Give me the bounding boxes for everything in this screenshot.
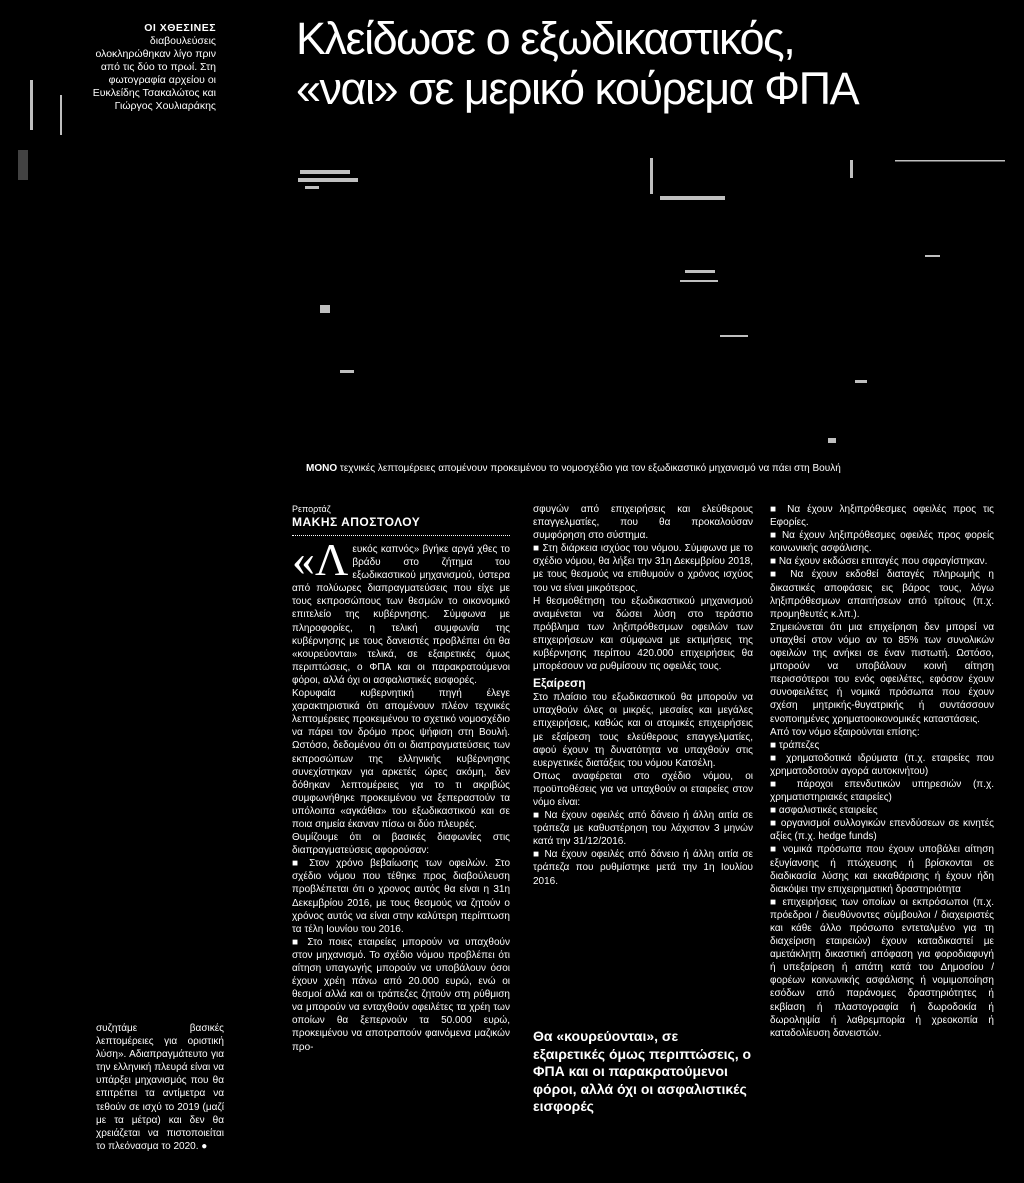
column-4 [770,503,994,1040]
bullet-item: ■ Να έχουν ληξιπρόθεσμες οφειλές προς φορείς κοινωνικής ασφάλισης. [770,529,994,555]
headline-line-1: Κλείδωσε ο εξωδικαστικός, [296,13,795,64]
column-3 [533,503,753,888]
sub-caption-text: τεχνικές λεπτομέρειες απομένουν προκειμένου το νομοσχέδιο για τον εξωδικαστικό μηχανισμό να πάει στη Βουλή [339,463,841,474]
dropcap: «Λ [292,534,349,585]
bullet-item: ■ νομικά πρόσωπα που έχουν υποβάλει αίτηση εξυγίανσης ή πτώχευσης ή βρίσκονται σε διαδικασία λύσης και εκκαθάρισης ή έχουν ήδη διακόψει την επιχειρηματική δραστηριότητα [770,843,994,895]
photo-caption [92,22,216,113]
sub-caption-lead: ΜΟΝΟ [306,463,338,474]
kicker: Ρεπορτάζ [292,504,331,514]
bullet-item: ■ Να έχουν εκδώσει επιταγές που σφραγίστηκαν. [770,555,994,568]
bullet-item: ■ πάροχοι επενδυτικών υπηρεσιών (π.χ. χρηματιστηριακές εταιρείες) [770,778,994,804]
bullet-item: ■ Να έχουν οφειλές από δάνειο ή άλλη αιτία σε τράπεζα που ρυθμίστηκε μετά την 1η Ιουλίου 2016. [533,848,753,887]
lead-text: ευκός καπνός» βγήκε αργά χθες το βράδυ στο ζήτημα του εξωδικαστικού μηχανισμού, ύστερα από πολύωρες διαπραγματεύσεις που είχε με τους εκπροσώπους των θεσμών το οικονομικό επιτελείο της κυβέρνησης. Σύμφωνα με πληροφορίες, η τελική συμφωνία της κυβέρνησης με τους δανειστές προβλέπει ότι θα «κουρεύονται» τελικά, σε εξαιρετικές όμως περιπτώσεις, ο ΦΠΑ και οι παρακρατούμενοι φόροι, αλλά όχι οι ασφαλιστικές εισφορές. [292,544,510,686]
headline [296,14,1006,114]
paragraph: Από τον νόμο εξαιρούνται επίσης: [770,726,920,738]
column-2 [292,503,510,1054]
paragraph: Οπως αναφέρεται στο σχέδιο νόμου, οι προϋποθέσεις για να υπαχθούν οι εταιρείες στον νόμο είναι: [533,770,753,808]
bullet-item: ■ επιχειρήσεις των οποίων οι εκπρόσωποι (π.χ. πρόεδροι / διευθύνοντες σύμβουλοι / διαχειριστές και κάθε άλλο πρόσωπο εντεταλμένο για τη διαχείριση εταιρειών) έχουν καταδικαστεί με αμετάκλητη δικαστική απόφαση για φοροδιαφυγή ή υπεξαίρεση ή απάτη κατά του Δημοσίου / φορέων κοινωνικής ασφάλισης ή νομιμοποίηση εσόδων από παράνομες δραστηριότητες ή εκβίαση ή πλαστογραφία ή δωροδοκία ή δωροληψία ή λαθρεμπορία ή χρεοκοπία ή καταδολίευση δανειστών. [770,896,994,1040]
column-1-text: συζητάμε βασικές λεπτομέρειες για οριστική λύση». Αδιαπραγμάτευτο για την ελληνική πλευρά είναι να υπάρξει μηχανισμός που θα επιτρέπει τα αντίμετρα να τεθούν σε ισχύ το 2019 (μαζί με τα μέτρα) και δεν θα χρειάζεται να πιστοποιείται το πλεόνασμα το 2020. ● [96,1022,224,1153]
headline-line-2: «ναι» σε μερικό κούρεμα ΦΠΑ [296,63,859,114]
photo-caption-title: ΟΙ ΧΘΕΣΙΝΕΣ [144,22,216,34]
bullet-item: ■ χρηματοδοτικά ιδρύματα (π.χ. εταιρείες που χρηματοδοτούν αγορά αυτοκινήτου) [770,752,994,778]
bullet-item: ■ Στο ποιες εταιρείες μπορούν να υπαχθούν στον μηχανισμό. Το σχέδιο νόμου προβλέπει ότι αίτηση υπαγωγής μπορούν να υποβάλουν όσοι έχουν χρέη πάνω από 20.000 ευρώ, ενώ οι θεσμοί αλλά και οι τράπεζες ζητούν στη ρύθμιση να μπορούν να ενταχθούν οφειλέτες τα χρέη των οποίων θα ξεπερνούν τα 50.000 ευρώ, προκειμένου να αποτραπούν φαινόμενα μαζικών προ- [292,936,510,1054]
bullet-item: ■ ασφαλιστικές εταιρείες [770,804,994,817]
bullet-item: ■ Να έχουν ληξιπρόθεσμες οφειλές προς τις Εφορίες. [770,503,994,529]
bullet-item: ■ Στη διάρκεια ισχύος του νόμου. Σύμφωνα με το σχέδιο νόμου, θα λήξει την 31η Δεκεμβρίου 2018, με τους θεσμούς να επιθυμούν ο χρόνος ισχύος του να είναι μικρότερος. [533,542,753,594]
bullet-item: ■ οργανισμοί συλλογικών επενδύσεων σε κινητές αξίες (π.χ. hedge funds) [770,817,994,843]
column-1 [96,1022,224,1153]
byline: ΜΑΚΗΣ ΑΠΟΣΤΟΛΟΥ [292,515,510,536]
lead-paragraph [292,534,510,687]
subheading: Εξαίρεση [533,676,586,691]
bullet-item: ■ Να έχουν εκδοθεί διαταγές πληρωμής η δικαστικές αποφάσεις εις βάρος τους, λόγω ληξιπρόθεσμων απαιτήσεων από τρίτους (π.χ. προμηθευτές κ.λπ.). [770,568,994,620]
sub-caption [306,462,1006,476]
photo-caption-text: διαβουλεύσεις ολοκληρώθηκαν λίγο πριν από τις δύο το πρωί. Στη φωτογραφία αρχείου οι Ευκλείδης Τσακαλώτος και Γιώργος Χουλιαράκης [92,35,216,112]
bullet-item: ■ Να έχουν οφειλές από δάνειο ή άλλη αιτία σε τράπεζα με καθυστέρηση του λάχιστον 3 μηνών κατά την 31/12/2016. [533,809,753,848]
paragraph: Η θεσμοθέτηση του εξωδικαστικού μηχανισμού αναμένεται να δώσει λύση στο τεράστιο πρόβλημα των ληξιπρόθεσμων οφειλών των επιχειρήσεων και σύμφωνα με εκτιμήσεις της κυβέρνησης περίπου 420.000 επιχειρήσεις θα μπορέσουν να ρυθμίσουν τις οφειλές τους. [533,595,753,673]
bullet-item: ■ τράπεζες [770,739,994,752]
pull-quote: Θα «κουρεύονται», σε εξαιρετικές όμως περιπτώσεις, ο ΦΠΑ και οι παρακρατούμενοι φόροι, αλλά όχι οι ασφαλιστικές εισφορές [533,1028,752,1114]
paragraph: Θυμίζουμε ότι οι βασικές διαφωνίες στις διαπραγματεύσεις αφορούσαν: [292,832,510,857]
paragraph: Σημειώνεται ότι μια επιχείρηση δεν μπορεί να υπαχθεί στον νόμο αν το 85% των συνολικών οφειλών της ανήκει σε έναν πιστωτή. Ωστόσο, μπορούν να υποβάλουν κοινή αίτηση περισσότεροι του ενός οφειλέτες, εφόσον έχουν συνοφειλέτες ή νομικά πρόσωπα που έχουν σχέση μητρικής-θυγατρικής ή συντάσσουν ενοποιημένες χρηματοοικονομικές καταστάσεις. [770,621,994,725]
paragraph: Στο πλαίσιο του εξωδικαστικού θα μπορούν να υπαχθούν όλες οι μικρές, μεσαίες και μεγάλες επιχειρήσεις, καθώς και οι ατομικές επιχειρήσεις με εξαίρεση τους ελεύθερους επαγγελματίες, αφού έχουν τη δυνατότητα να υπαχθούν στις ευεργετικές διατάξεις του νόμου Κατσέλη. [533,692,753,769]
paragraph: Κορυφαία κυβερνητική πηγή έλεγε χαρακτηριστικά ότι απομένουν πλέον τεχνικές λεπτομέρειες προκειμένου το σχετικό νομοσχέδιο να πάρει τον δρόμο προς ψήφιση στη Βουλή. Ωστόσο, δεδομένου ότι οι διαπραγματεύσεις των εκπροσώπων της ελληνικής κυβέρνησης συνεχίστηκαν για αρκετές ώρες ακόμη, δεν δόθηκαν λεπτομέρειες για το τι ακριβώς συμφωνήθηκε προκειμένου να ξεπεραστούν τα υπόλοιπα «αγκάθια» του εξωδικαστικού και σε ποια σημεία έκαναν πίσω οι δύο πλευρές. [292,688,510,830]
paragraph: σφυγών από επιχειρήσεις και ελεύθερους επαγγελματίες, που θα προκαλούσαν συμφόρηση στο σύστημα. [533,504,753,542]
bullet-item: ■ Στον χρόνο βεβαίωσης των οφειλών. Στο σχέδιο νόμου που τέθηκε προς διαβούλευση προβλέπεται ότι ο χρονος αυτός θα είναι η 31η Δεκεμβρίου 2016, με τους θεσμούς να ζητούν ο χρόνος αυτός να είναι στην καλύτερη περίπτωση τα τέλη Ιουνίου του 2016. [292,857,510,936]
